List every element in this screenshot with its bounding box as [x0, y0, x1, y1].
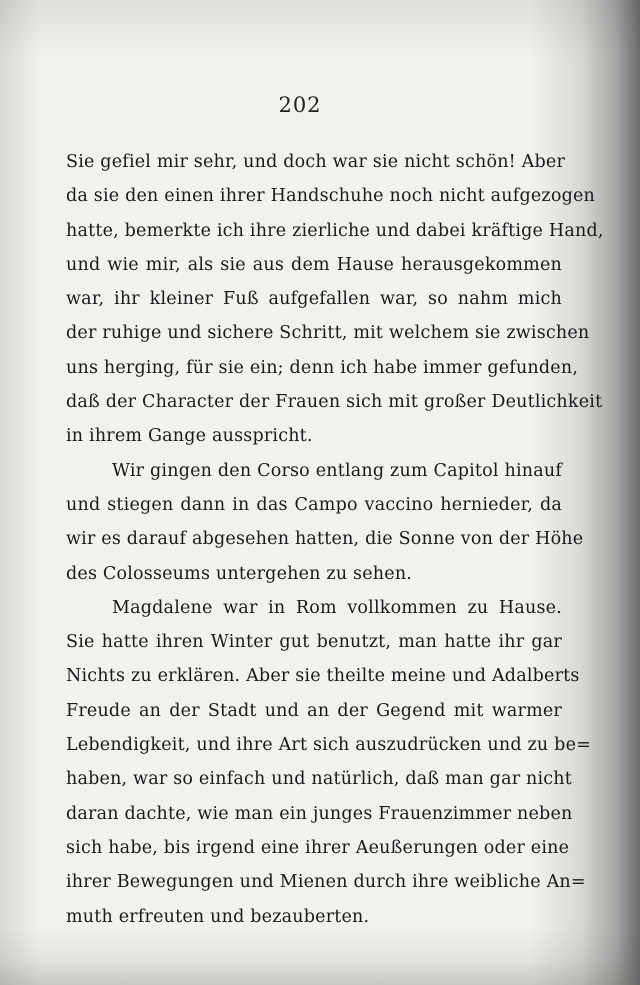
- body-text: [66, 145, 604, 934]
- text-line: des Colosseums untergehen zu sehen.: [66, 563, 413, 584]
- text-line: in ihrem Gange ausspricht.: [66, 426, 313, 447]
- text-line: ihrer Bewegungen und Mienen durch ihre weibliche An=: [66, 872, 586, 893]
- text-line: Wir gingen den Corso entlang zum Capitol hinauf: [112, 460, 562, 481]
- text-line: und wie mir, als sie aus dem Hause herausgekommen: [66, 254, 562, 275]
- text-line: Freude an der Stadt und an der Gegend mit warmer: [66, 700, 562, 721]
- text-line: hatte, bemerkte ich ihre zierliche und dabei kräftige Hand,: [66, 220, 604, 241]
- text-line: Magdalene war in Rom vollkommen zu Hause.: [112, 597, 562, 618]
- text-line: Lebendigkeit, und ihre Art sich auszudrücken und zu be=: [66, 735, 591, 756]
- text-line: wir es darauf abgesehen hatten, die Sonne von der Höhe: [66, 529, 584, 550]
- text-line: daß der Character der Frauen sich mit großer Deutlichkeit: [66, 392, 603, 413]
- text-line: daran dachte, wie man ein junges Frauenzimmer neben: [66, 803, 573, 824]
- text-line: uns herging, für sie ein; denn ich habe immer gefunden,: [66, 357, 579, 378]
- page-bottom-edge: [0, 959, 640, 985]
- text-line: sich habe, bis irgend eine ihrer Aeußerungen oder eine: [66, 837, 570, 858]
- text-line: Sie gefiel mir sehr, und doch war sie nicht schön! Aber: [66, 152, 566, 172]
- page-number: 202: [278, 93, 322, 117]
- text-line: Sie hatte ihren Winter gut benutzt, man hatte ihr gar: [66, 632, 562, 653]
- text-line: der ruhige und sichere Schritt, mit welchem sie zwischen: [66, 323, 590, 344]
- text-line: da sie den einen ihrer Handschuhe noch nicht aufgezogen: [66, 186, 596, 207]
- text-line: Nichts zu erklären. Aber sie theilte meine und Adalberts: [66, 666, 580, 687]
- text-line: haben, war so einfach und natürlich, daß man gar nicht: [66, 769, 573, 790]
- text-line: war, ihr kleiner Fuß aufgefallen war, so nahm mich: [66, 289, 562, 310]
- text-line: und stiegen dann in das Campo vaccino hernieder, da: [66, 494, 562, 515]
- text-line: muth erfreuten und bezauberten.: [66, 906, 370, 927]
